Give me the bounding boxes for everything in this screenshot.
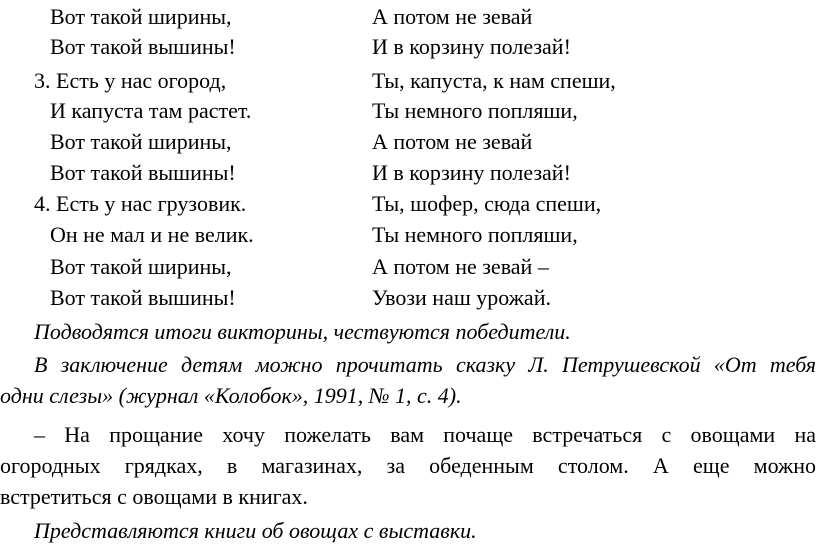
verse-line (0, 96, 816, 126)
farewell-line-2 (0, 451, 816, 481)
verse-line (0, 220, 816, 250)
verse-left-text: 3. Есть у нас огород, (34, 68, 227, 93)
verse-left-text: Вот такой ширины, (50, 4, 232, 29)
conclusion-line-1 (0, 350, 816, 380)
verse-left-text: И капуста там растет. (50, 98, 252, 123)
verse-line (0, 66, 816, 96)
conclusion-line-2: одни слезы» (журнал «Колобок», 1991, № 1, с. 4). (0, 383, 462, 408)
summary-note: Подводятся итоги викторины, чествуются победители. (34, 319, 571, 344)
verse-left-text: Вот такой ширины, (50, 129, 232, 154)
closing-note: Представляются книги об овощах с выставки. (34, 518, 477, 543)
verse-left-text: Вот такой вышины! (50, 34, 236, 59)
farewell-text-2: огородных грядках, в магазинах, за обеденным столом. А еще можно (0, 453, 816, 478)
verse-left-text: Вот такой вышины! (50, 285, 236, 310)
farewell-line-1 (0, 420, 816, 450)
conclusion-text-1: В заключение детям можно прочитать сказку Л. Петрушевской «От тебя (34, 352, 816, 377)
farewell-text-1: – На прощание хочу пожелать вам почаще встречаться с овощами на (34, 422, 816, 447)
verse-line (0, 283, 816, 313)
verse-right-text: Увози наш урожай. (372, 285, 551, 310)
verse-line (0, 127, 816, 157)
verse-right-text: А потом не зевай – (372, 254, 549, 279)
verse-right-text: Ты немного попляши, (372, 98, 578, 123)
farewell-line-3: встретиться с овощами в книгах. (0, 484, 308, 509)
verse-left-text: 4. Есть у нас грузовик. (34, 191, 247, 216)
verse-right-text: Ты, капуста, к нам спеши, (372, 68, 616, 93)
verse-right-text: А потом не зевай (372, 4, 533, 29)
verse-line (0, 158, 816, 188)
verse-right-text: Ты, шофер, сюда спеши, (372, 191, 602, 216)
verse-line (0, 32, 816, 62)
verse-line (0, 252, 816, 282)
verse-right-text: Ты немного попляши, (372, 222, 578, 247)
verse-right-text: И в корзину полезай! (372, 160, 571, 185)
verse-line (0, 2, 816, 32)
verse-right-text: И в корзину полезай! (372, 34, 571, 59)
verse-left-text: Он не мал и не велик. (50, 222, 254, 247)
verse-line (0, 189, 816, 219)
verse-right-text: А потом не зевай (372, 129, 533, 154)
verse-left-text: Вот такой вышины! (50, 160, 236, 185)
verse-left-text: Вот такой ширины, (50, 254, 232, 279)
